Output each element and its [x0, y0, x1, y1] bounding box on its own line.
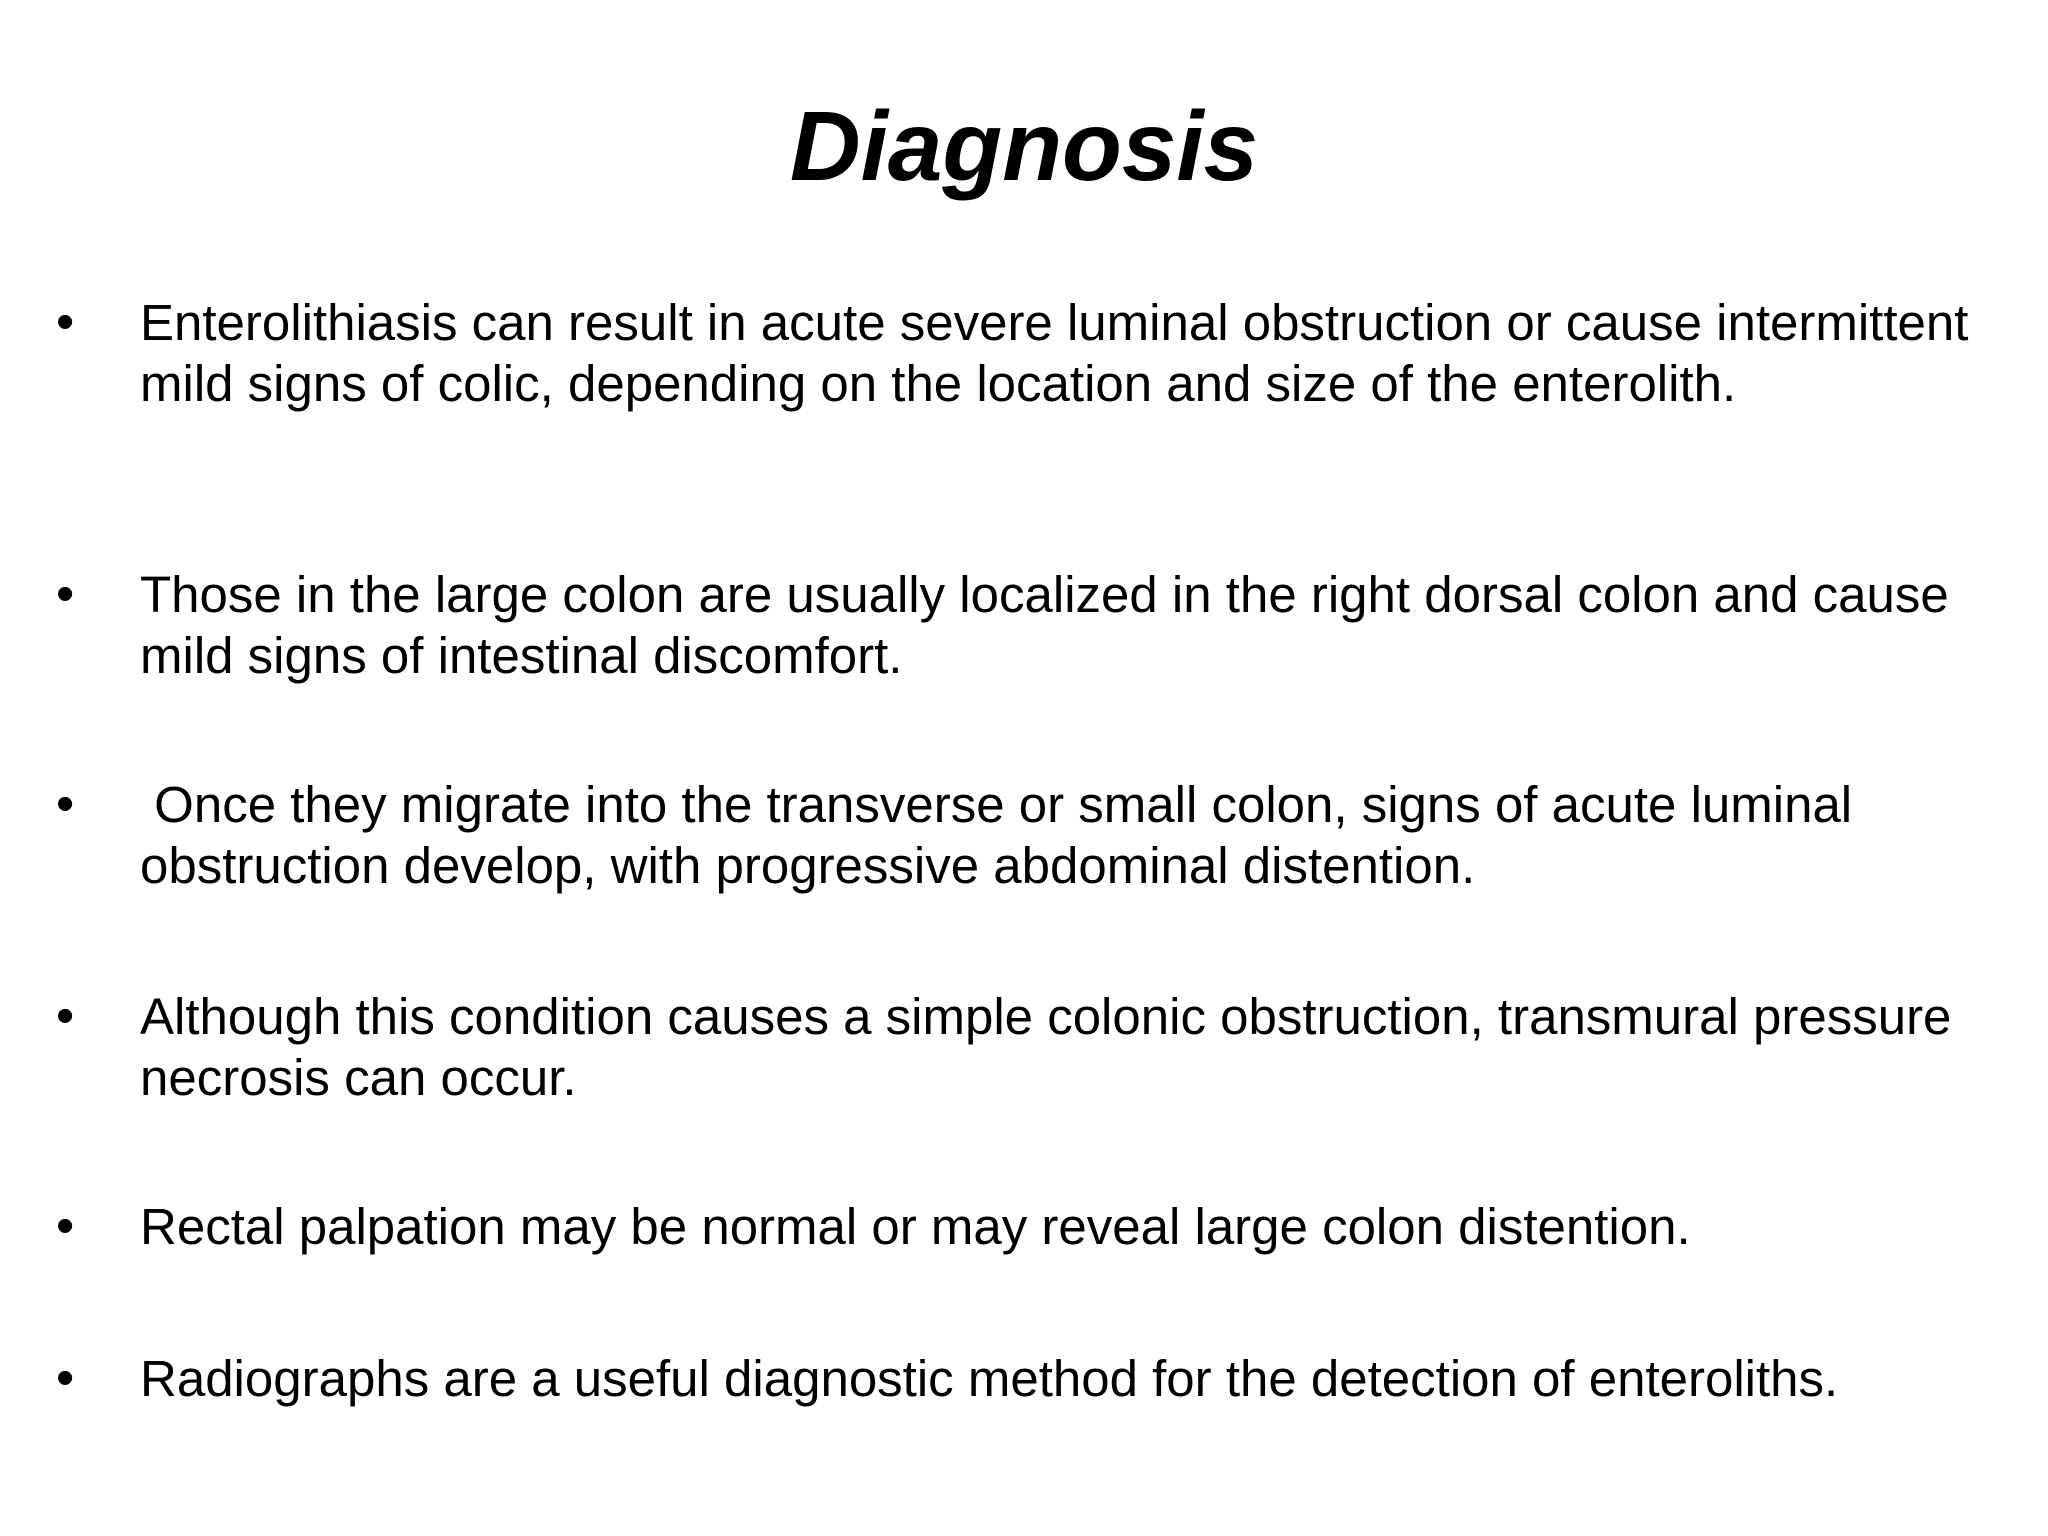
bullet-icon: •	[56, 293, 75, 351]
bullet-icon: •	[56, 987, 75, 1045]
bullet-text: Enterolithiasis can result in acute severe luminal obstruction or cause intermittent mild signs of colic, depending on the location and size of the enterolith.	[140, 294, 1983, 412]
bullet-text: Once they migrate into the transverse or small colon, signs of acute luminal obstruction develop, with progressive abdominal distention.	[140, 776, 1867, 894]
bullet-text: Although this condition causes a simple colonic obstruction, transmural pressure necrosis can occur.	[140, 988, 1966, 1106]
bullet-icon: •	[56, 1349, 75, 1407]
bullet-icon: •	[56, 565, 75, 623]
bullet-icon: •	[56, 775, 75, 833]
slide-title: Diagnosis	[789, 91, 1259, 201]
bullet-text: Rectal palpation may be normal or may reveal large colon distention.	[140, 1198, 1691, 1255]
bullet-text: Radiographs are a useful diagnostic method for the detection of enteroliths.	[140, 1350, 1839, 1407]
bullet-icon: •	[56, 1197, 75, 1255]
bullet-text: Those in the large colon are usually localized in the right dorsal colon and cause mild signs of intestinal discomfort.	[140, 566, 1963, 684]
